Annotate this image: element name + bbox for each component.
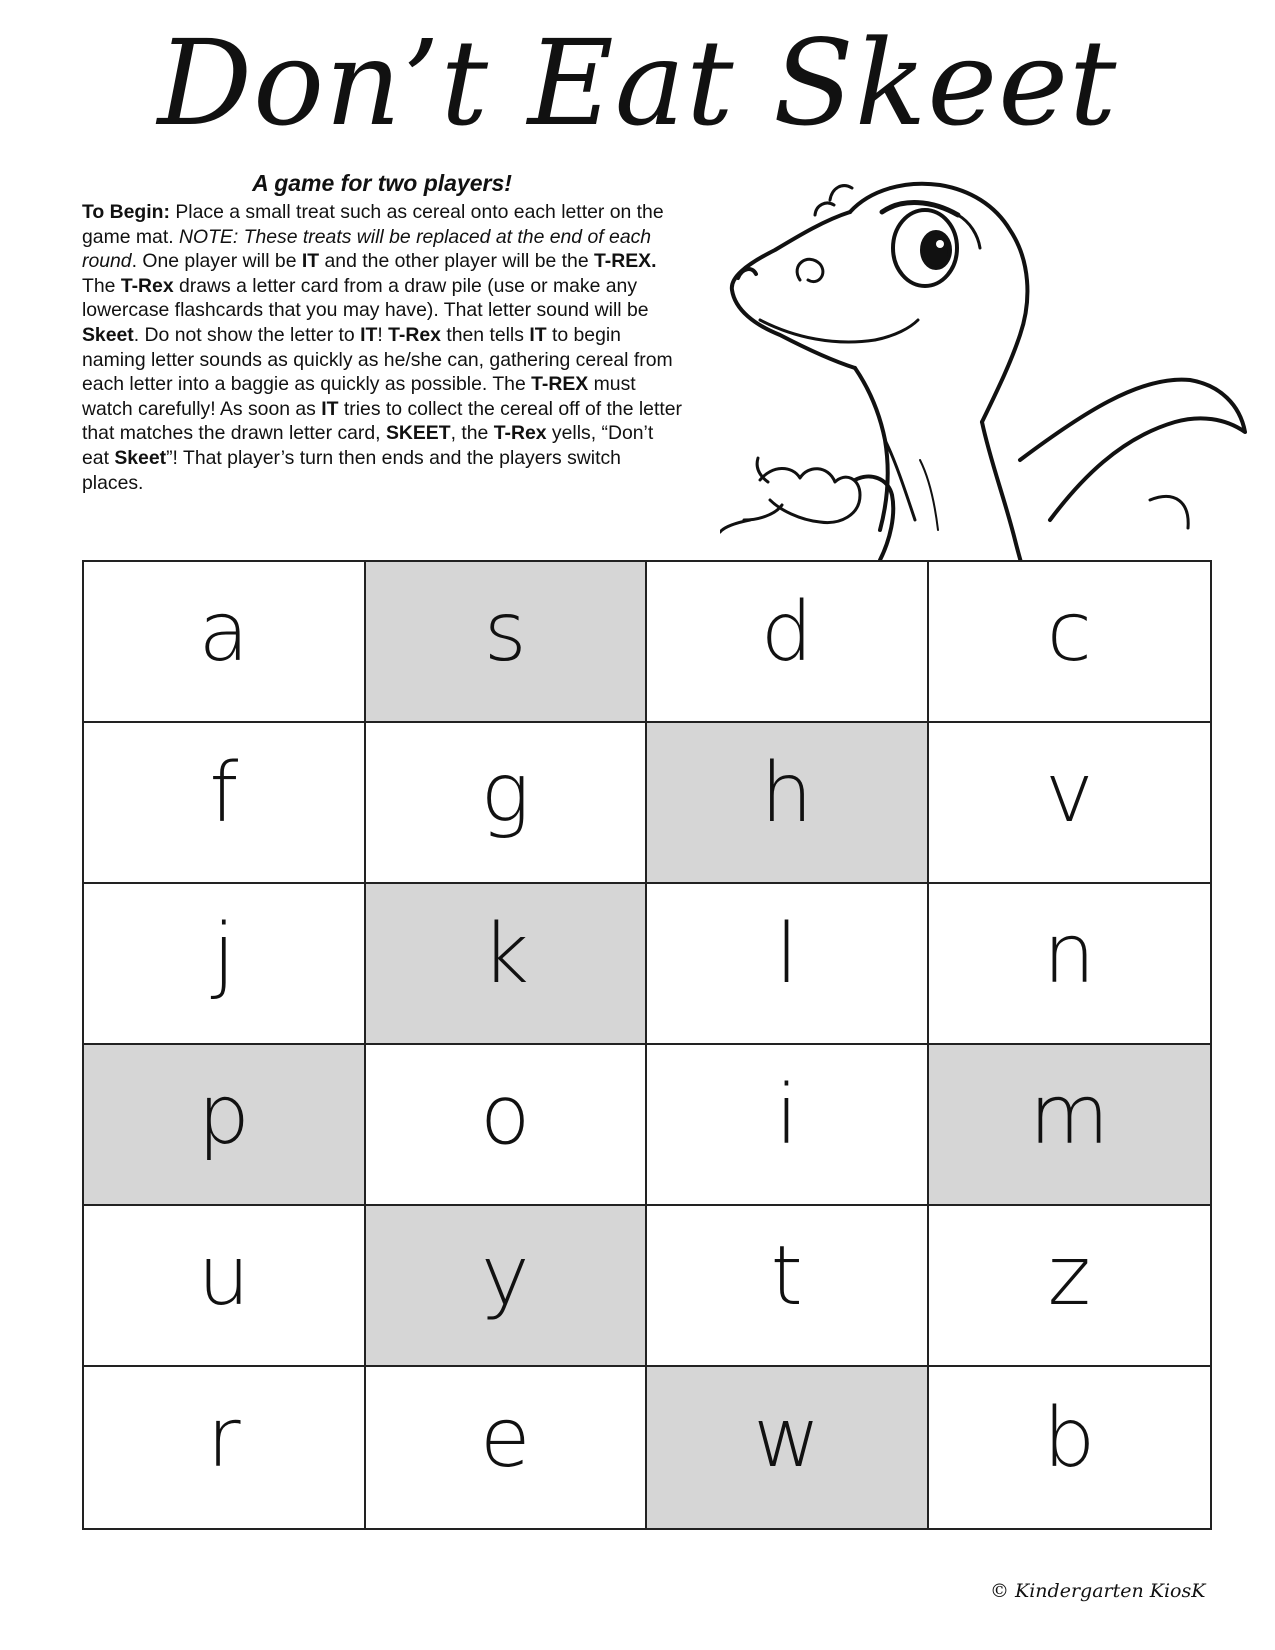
letter-game-mat [82, 560, 1212, 1530]
instruction-segment: draws a letter card from a draw pile (use or make any lowercase flashcards that you may have). That letter sound will be [82, 274, 649, 322]
letter-cell-u: u [84, 1206, 366, 1367]
instruction-segment: to begin naming letter sounds as quickly as he/she can, gathering cereal from each letter into a baggie as quickly as possible. The [82, 323, 673, 396]
instruction-segment: T-Rex [493, 422, 547, 445]
instruction-segment: , the [450, 422, 494, 445]
letter-cell-e: e [366, 1367, 648, 1528]
instruction-segment: Place a small treat such as cereal onto each letter on the game mat. [82, 201, 664, 248]
instruction-segment: The [82, 274, 121, 297]
letter-cell-m: m [929, 1045, 1211, 1206]
instruction-segment: ”! That player’s turn then ends and the players switch places. [82, 446, 621, 494]
letter-cell-j: j [84, 884, 366, 1045]
instruction-segment: . One player will be [131, 250, 302, 273]
instruction-segment: T-Rex [388, 323, 441, 346]
instruction-segment: . Do not show the letter to [133, 323, 361, 346]
instruction-segment: yells, “Don’t eat [82, 422, 654, 469]
instructions-text [82, 200, 682, 495]
instruction-segment: T-REX [531, 373, 589, 396]
instruction-segment: IT [529, 323, 547, 346]
letter-cell-h: h [647, 723, 929, 884]
letter-cell-o: o [366, 1045, 648, 1206]
letter-cell-p: p [84, 1045, 366, 1206]
instruction-segment: To Begin: [82, 201, 170, 223]
instruction-segment: Skeet [82, 323, 134, 346]
instruction-segment: and the other player will be the [319, 250, 595, 273]
instruction-segment: T-REX. [594, 250, 657, 273]
letter-cell-z: z [929, 1206, 1211, 1367]
letter-cell-l: l [647, 884, 929, 1045]
instruction-segment: IT [360, 323, 378, 346]
instructions-block [82, 168, 682, 495]
subtitle: A game for two players! [252, 170, 512, 196]
letter-cell-g: g [366, 723, 648, 884]
t-rex-illustration [720, 160, 1265, 590]
letter-cell-f: f [84, 723, 366, 884]
instruction-segment: T-Rex [120, 274, 174, 297]
instruction-segment: tries to collect the cereal off of the letter that matches the drawn letter card, [82, 397, 682, 445]
letter-cell-v: v [929, 723, 1211, 884]
letter-cell-k: k [366, 884, 648, 1045]
letter-cell-t: t [647, 1206, 929, 1367]
letter-cell-s: s [366, 562, 648, 723]
letter-cell-r: r [84, 1367, 366, 1528]
copyright-notice: © Kindergarten KiosK [990, 1580, 1206, 1602]
instruction-segment: Skeet [114, 446, 167, 469]
instruction-segment: IT [301, 250, 320, 273]
instruction-segment: IT [321, 397, 339, 420]
letter-cell-b: b [1043, 1391, 1096, 1486]
letter-cell-y: y [366, 1206, 648, 1367]
instruction-segment: SKEET [385, 422, 451, 445]
letter-cell-n: n [929, 884, 1211, 1045]
letter-cell-i: i [647, 1045, 929, 1206]
letter-cell-d: d [647, 562, 929, 723]
instruction-segment: NOTE: These treats will be replaced at the end of each round [82, 225, 652, 273]
instruction-segment: ! [377, 323, 389, 346]
instruction-segment: must watch carefully! As soon as [82, 373, 636, 420]
letter-cell-c: c [929, 562, 1211, 723]
letter-cell-w: w [647, 1367, 929, 1528]
letter-cell-a: a [84, 562, 366, 723]
instruction-segment: then tells [440, 323, 530, 346]
page-title: Don’t Eat Skeet [157, 14, 1118, 152]
